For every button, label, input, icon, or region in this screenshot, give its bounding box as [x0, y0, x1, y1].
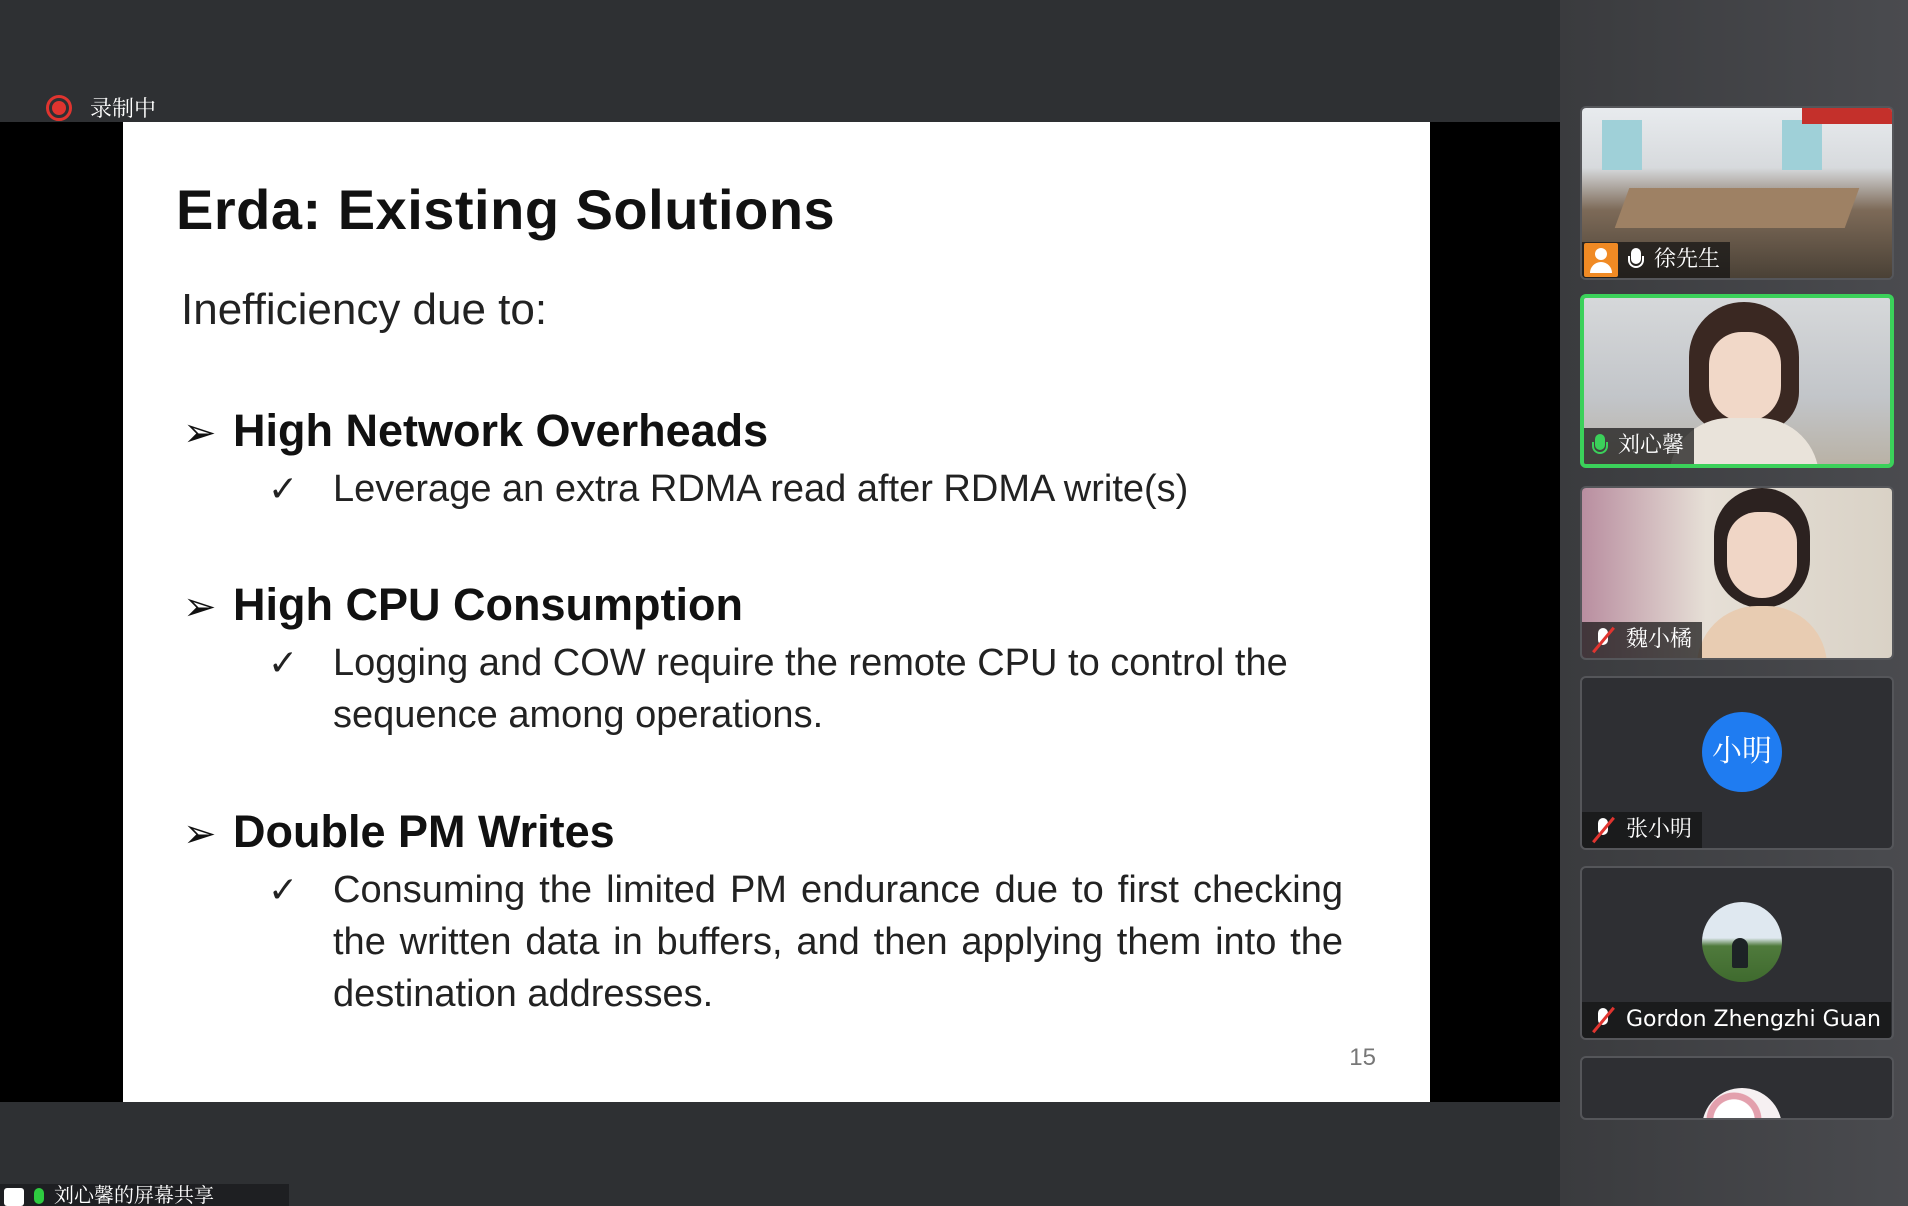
- arrow-bullet-icon: ➢: [183, 585, 217, 629]
- check-icon: ✓: [268, 642, 299, 683]
- bullet-detail-text: Consuming the limited PM endurance due to first checking the written data in buffers, and then applying them into the destination addresses.: [333, 869, 1343, 1015]
- recording-indicator[interactable]: [46, 92, 156, 123]
- mic-speaking-icon: [1592, 434, 1608, 458]
- host-icon: [1584, 243, 1618, 277]
- share-icon: [4, 1188, 24, 1206]
- mic-muted-icon: [1590, 1007, 1616, 1033]
- bullet-detail: [268, 637, 1343, 741]
- participant-name-bar: [1584, 428, 1694, 464]
- avatar: 小明: [1702, 712, 1782, 792]
- slide-intro: Inefficiency due to:: [181, 285, 548, 334]
- mic-icon: [1628, 248, 1644, 272]
- slide-page-number: 15: [1349, 1044, 1376, 1071]
- participant-name: Gordon Zhengzhi Guan: [1626, 1007, 1881, 1032]
- avatar: [1702, 1088, 1782, 1120]
- screen-share-owner-label[interactable]: [0, 1184, 289, 1206]
- arrow-bullet-icon: ➢: [183, 411, 217, 455]
- bullet-detail: [268, 864, 1343, 1020]
- mic-muted-icon: [1590, 817, 1616, 843]
- bullet-heading-text: High Network Overheads: [233, 405, 769, 456]
- screen-share-owner-text: 刘心馨的屏幕共享: [54, 1184, 214, 1206]
- bullet-detail-text: Leverage an extra RDMA read after RDMA write(s): [333, 468, 1189, 510]
- bullet-heading: [183, 405, 768, 457]
- bullet-detail: [268, 463, 1343, 515]
- participant-name: 魏小橘: [1626, 627, 1693, 652]
- participant-name-bar: [1582, 242, 1730, 278]
- participant-name-bar: [1582, 622, 1702, 658]
- participant-tile-active-speaker[interactable]: [1580, 294, 1894, 468]
- participant-name: 徐先生: [1654, 247, 1721, 272]
- participant-tile[interactable]: [1580, 106, 1894, 280]
- participant-gallery[interactable]: [1560, 0, 1908, 1206]
- avatar: [1702, 902, 1782, 982]
- recording-label: 录制中: [90, 97, 157, 122]
- participant-name: 张小明: [1626, 817, 1693, 842]
- record-icon: [46, 95, 72, 121]
- check-icon: ✓: [268, 869, 299, 910]
- check-icon: ✓: [268, 468, 299, 509]
- bullet-heading: [183, 806, 615, 858]
- bullet-detail-text: Logging and COW require the remote CPU to control the sequence among operations.: [333, 642, 1288, 736]
- mic-muted-icon: [1590, 627, 1616, 653]
- arrow-bullet-icon: ➢: [183, 812, 217, 856]
- participant-name: 刘心馨: [1618, 433, 1685, 458]
- bullet-heading-text: Double PM Writes: [233, 806, 615, 857]
- slide-title: Erda: Existing Solutions: [176, 178, 836, 241]
- participant-tile[interactable]: [1580, 486, 1894, 660]
- bullet-heading: [183, 579, 743, 631]
- participant-name-bar: [1582, 1002, 1891, 1038]
- mic-icon: [34, 1188, 44, 1204]
- participant-tile[interactable]: [1580, 676, 1894, 850]
- participant-name-bar: [1582, 812, 1702, 848]
- participant-tile-partial[interactable]: [1580, 1056, 1894, 1120]
- bullet-heading-text: High CPU Consumption: [233, 579, 743, 630]
- presentation-slide: [123, 122, 1430, 1102]
- participant-tile[interactable]: [1580, 866, 1894, 1040]
